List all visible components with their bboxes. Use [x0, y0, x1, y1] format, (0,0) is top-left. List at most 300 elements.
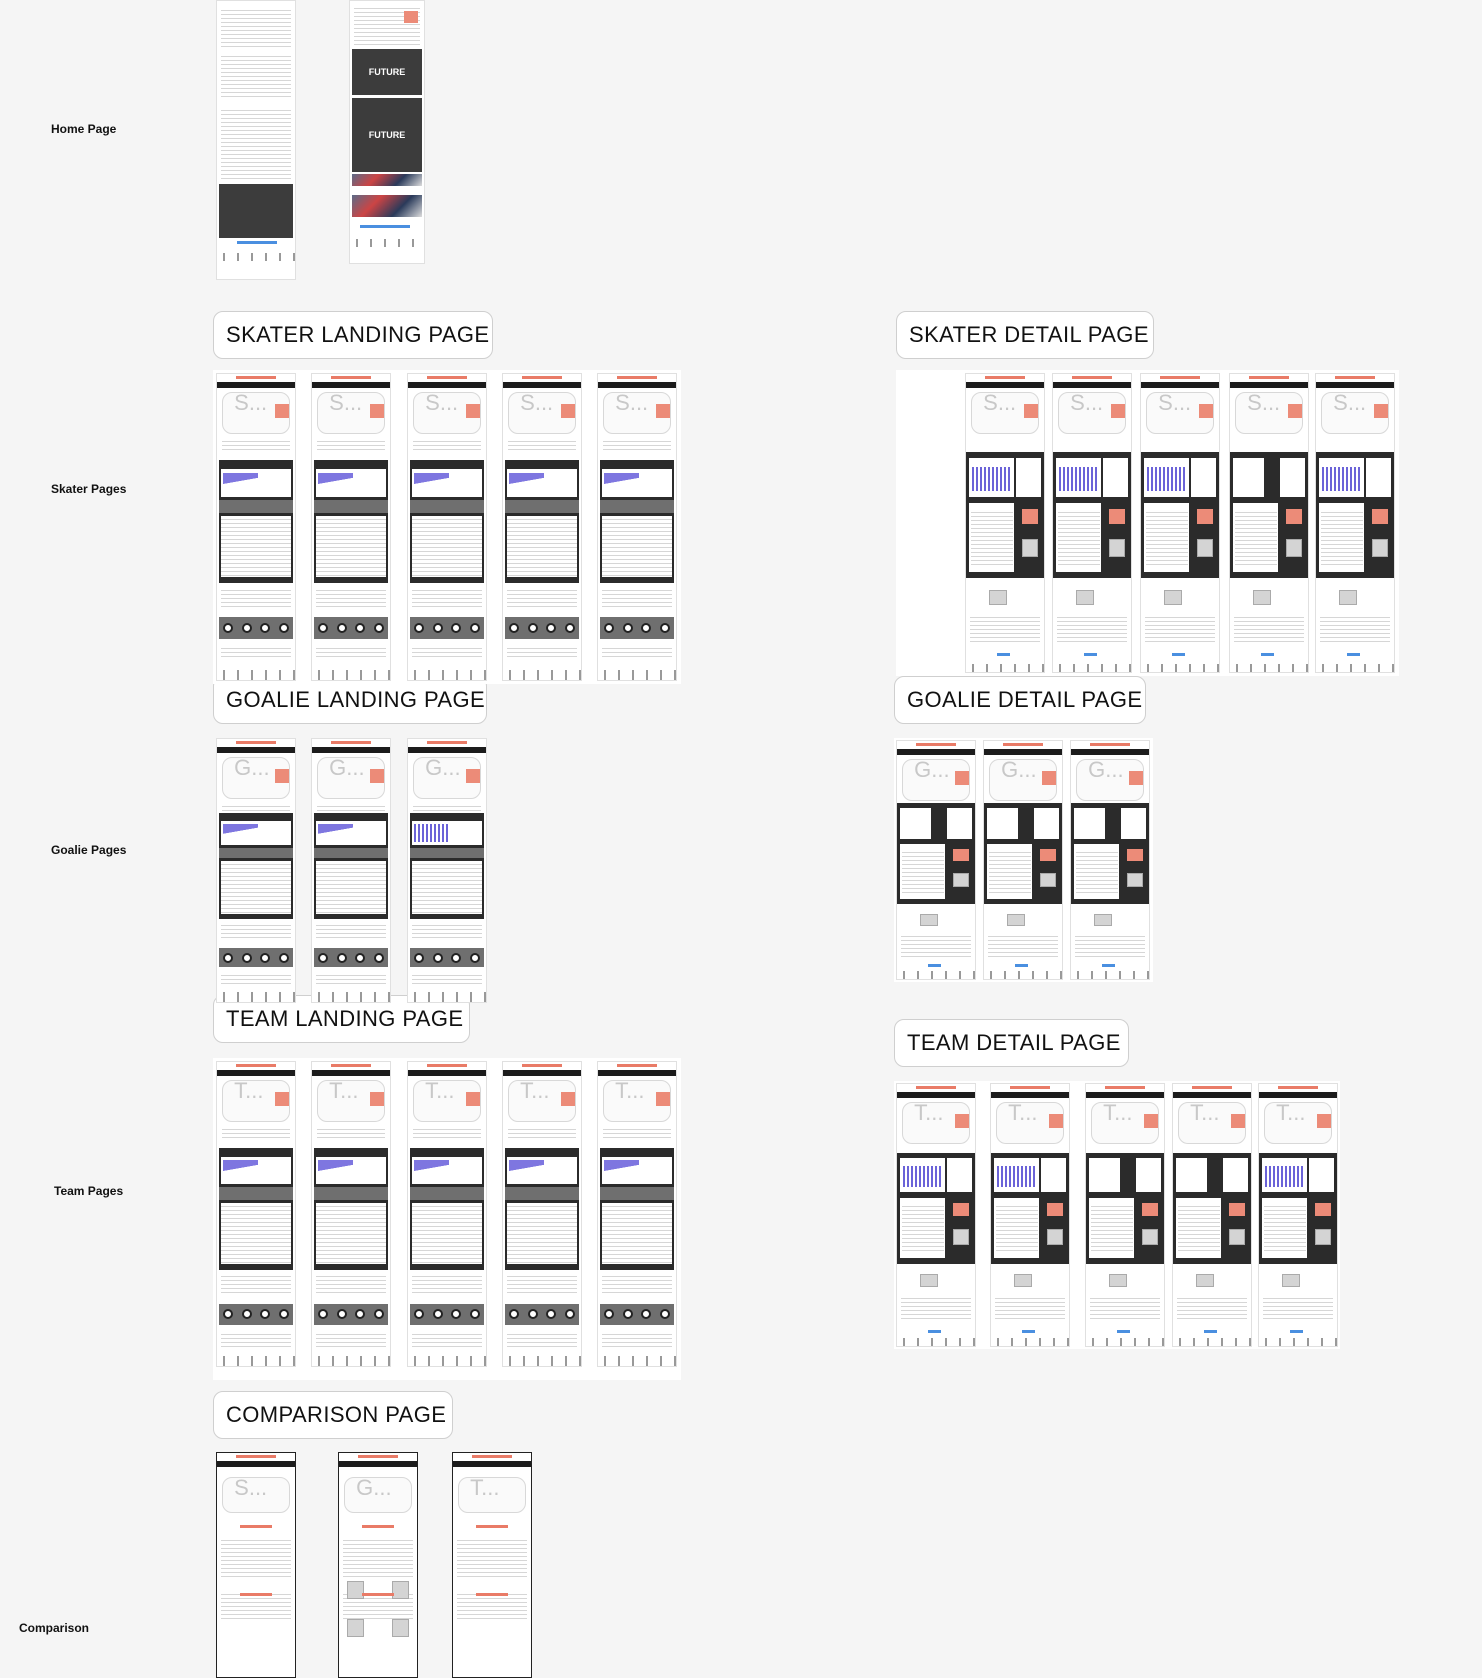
hero-letter: S...: [1070, 390, 1104, 415]
nav-bar: [217, 747, 295, 753]
circle-icon: [414, 623, 424, 633]
info-block: [1145, 614, 1215, 644]
side-card: [1280, 458, 1305, 497]
artboard-thumbnail[interactable]: [1052, 373, 1132, 673]
featured-content: [221, 1273, 291, 1294]
blue-bar: [1204, 1330, 1216, 1333]
nav-bar: [1259, 1092, 1337, 1098]
chart-card: [1089, 1158, 1120, 1192]
chart-card: [1233, 458, 1264, 497]
section-header: [600, 1187, 675, 1199]
table-rows: [902, 1203, 944, 1253]
links-block: [412, 1331, 482, 1346]
hero-cta: [370, 404, 384, 418]
chart-bars: [414, 473, 448, 495]
hero-cta: [1042, 771, 1056, 785]
footer-logos: [408, 1356, 486, 1366]
artboard-thumbnail[interactable]: [452, 1452, 532, 1678]
links-block: [412, 972, 482, 985]
blue-bar: [1084, 653, 1096, 656]
placeholder-box: [920, 1274, 937, 1287]
artboard-home-1[interactable]: [216, 0, 296, 280]
circle-icon: [337, 623, 347, 633]
side-card: [1136, 1158, 1161, 1192]
accent-banner: [236, 1064, 277, 1067]
section-header: [219, 1187, 294, 1199]
hero-cta: [466, 1092, 480, 1106]
player-list: [413, 1126, 482, 1138]
artboard-thumbnail[interactable]: [896, 740, 976, 980]
links-block: [507, 645, 577, 660]
accent-banner: [358, 1455, 399, 1458]
hero-letter: G...: [329, 755, 365, 780]
future-block-2: FUTURE: [352, 98, 422, 172]
section-header: [219, 500, 294, 512]
hero-letter: S...: [1247, 390, 1281, 415]
circle-icon: [433, 623, 443, 633]
hero-letter: T...: [425, 1078, 455, 1103]
placeholder-box: [1315, 1229, 1331, 1245]
footer-logos: [966, 664, 1044, 672]
nav-bar: [1173, 1092, 1251, 1098]
artboard-thumbnail[interactable]: [983, 740, 1063, 980]
artboard-thumbnail[interactable]: [502, 1061, 582, 1367]
artboard-home-2[interactable]: [349, 0, 425, 264]
placeholder-box: [1286, 539, 1302, 557]
accent-banner: [1249, 376, 1290, 379]
hero-letter: G...: [234, 755, 270, 780]
circle-icons: [505, 1304, 580, 1325]
artboard-thumbnail[interactable]: [1070, 740, 1150, 980]
section-title-goalie-detail[interactable]: GOALIE DETAIL PAGE: [894, 676, 1146, 724]
placeholder-box: [1040, 873, 1056, 887]
side-card: [1309, 1158, 1334, 1192]
hero-letter: S...: [234, 390, 268, 415]
hero-cta: [1231, 1114, 1245, 1128]
hero-letter: T...: [1103, 1100, 1133, 1125]
content-block: [221, 53, 291, 99]
hero-cta: [1144, 1114, 1158, 1128]
links-block: [602, 1331, 672, 1346]
circle-icons: [314, 617, 389, 639]
artboard-thumbnail[interactable]: [1085, 1083, 1165, 1347]
footer-logos: [1230, 664, 1308, 672]
section-header: [505, 500, 580, 512]
footer-logos: [598, 670, 676, 680]
placeholder-box: [392, 1619, 409, 1637]
footer-logos: [1141, 664, 1219, 672]
blue-bar: [1015, 964, 1027, 967]
stats-table: [221, 1203, 291, 1264]
artboard-thumbnail[interactable]: [1172, 1083, 1252, 1347]
footer-logos: [217, 992, 295, 1002]
nav-bar: [1071, 749, 1149, 755]
info-block: [988, 933, 1058, 957]
links-block: [507, 1331, 577, 1346]
footer-logos: [984, 971, 1062, 979]
category-strip: [219, 948, 294, 967]
circle-icons: [600, 1304, 675, 1325]
section-title-comparison[interactable]: COMPARISON PAGE: [213, 1391, 453, 1439]
hero-letter: T...: [329, 1078, 359, 1103]
hero-cta: [370, 1092, 384, 1106]
action-block: [1109, 509, 1125, 524]
section-header: [410, 848, 485, 859]
table-rows: [902, 849, 944, 895]
footer-logos: [1316, 664, 1394, 672]
accent-banner: [1160, 376, 1201, 379]
chart-bars: [509, 473, 543, 495]
artboard-thumbnail[interactable]: [896, 1083, 976, 1347]
placeholder-box: [1047, 1229, 1063, 1245]
circle-icons: [410, 1304, 485, 1325]
compare-rows: [457, 1537, 527, 1577]
accent-bar: [362, 1525, 393, 1528]
nav-bar: [339, 1461, 417, 1467]
row-label-home: Home Page: [51, 122, 117, 136]
stats-table: [316, 516, 386, 578]
footer-logos: [217, 1356, 295, 1366]
placeholder-box: [1109, 1274, 1126, 1287]
hero-letter: T...: [914, 1100, 944, 1125]
future-block-1: FUTURE: [352, 49, 422, 95]
player-list: [317, 438, 386, 450]
hero-cta: [1049, 1114, 1063, 1128]
featured-content: [221, 922, 291, 941]
artboard-thumbnail[interactable]: [311, 373, 391, 681]
footer-logos: [1086, 1338, 1164, 1346]
chart-bars: [604, 1160, 638, 1181]
blue-bar: [1172, 653, 1184, 656]
nav-bar: [1316, 382, 1394, 388]
section-title-skater-landing[interactable]: SKATER LANDING PAGE: [213, 311, 493, 359]
player-list: [317, 1126, 386, 1138]
circle-icons: [505, 617, 580, 639]
artboard-thumbnail[interactable]: [407, 1061, 487, 1367]
artboard-thumbnail[interactable]: [216, 738, 296, 1003]
nav-bar: [1053, 382, 1131, 388]
action-block: [1142, 1203, 1158, 1216]
hero-letter: T...: [1190, 1100, 1220, 1125]
nav-bar: [1141, 382, 1219, 388]
chart-bars: [997, 1166, 1034, 1187]
chart-bars: [604, 473, 638, 495]
hero-letter: G...: [914, 757, 950, 782]
accent-banner: [236, 376, 277, 379]
blue-bar: [997, 653, 1009, 656]
info-block: [995, 1295, 1065, 1321]
circle-icon: [604, 1309, 614, 1319]
accent-banner: [522, 376, 563, 379]
accent-banner: [916, 1086, 957, 1089]
info-block: [1090, 1295, 1160, 1321]
chart-bars: [414, 824, 448, 843]
carousel-section: [219, 184, 293, 238]
artboard-thumbnail[interactable]: [216, 1452, 296, 1678]
artboard-thumbnail[interactable]: [1229, 373, 1309, 673]
player-list: [413, 438, 482, 450]
footer-logos: [1071, 971, 1149, 979]
links-block: [316, 645, 386, 660]
footer-logos: [217, 670, 295, 680]
category-strip: [600, 617, 675, 639]
footer-logos: [408, 670, 486, 680]
category-strip: [410, 948, 485, 967]
circle-icon: [509, 1309, 519, 1319]
artboard-thumbnail[interactable]: [407, 738, 487, 1003]
footer-logos: [503, 670, 581, 680]
placeholder-box: [1196, 1274, 1213, 1287]
accent-banner: [1003, 743, 1044, 746]
table-rows: [1058, 509, 1100, 566]
category-strip: [505, 1304, 580, 1325]
artboard-thumbnail[interactable]: [216, 373, 296, 681]
compare-rows: [343, 1537, 413, 1577]
footer-logos: [991, 1338, 1069, 1346]
table-rows: [996, 1203, 1038, 1253]
placeholder-box: [392, 1581, 409, 1599]
section-title-team-landing[interactable]: TEAM LANDING PAGE: [213, 995, 470, 1043]
hero-letter: G...: [425, 755, 461, 780]
featured-content: [412, 922, 482, 941]
hero-cta: [466, 404, 480, 418]
nav-bar: [984, 749, 1062, 755]
featured-content: [316, 587, 386, 609]
nav-bar: [217, 1070, 295, 1076]
circle-icon: [374, 623, 384, 633]
hero-cta: [1129, 771, 1143, 785]
stats-table: [221, 861, 291, 914]
accent-banner: [617, 1064, 658, 1067]
hero-letter: S...: [983, 390, 1017, 415]
circle-icon: [318, 953, 328, 963]
footer-logos: [503, 1356, 581, 1366]
hero-letter: S...: [1333, 390, 1367, 415]
category-strip: [314, 617, 389, 639]
footer-logos: [312, 1356, 390, 1366]
circle-icons: [314, 1304, 389, 1325]
player-list: [603, 438, 672, 450]
circle-icon: [414, 953, 424, 963]
circle-icon: [451, 1309, 461, 1319]
hero-letter: T...: [234, 1078, 264, 1103]
placeholder-box: [1014, 1274, 1031, 1287]
artboard-thumbnail[interactable]: [338, 1452, 418, 1678]
circle-icons: [410, 948, 485, 967]
nav-bar: [312, 382, 390, 388]
links-block: [316, 972, 386, 985]
accent-banner: [1192, 1086, 1233, 1089]
placeholder-box: [1253, 590, 1270, 605]
circle-icon: [470, 1309, 480, 1319]
chart-card: [900, 808, 931, 839]
nav-bar: [453, 1461, 531, 1467]
footer-logos: [1053, 664, 1131, 672]
placeholder-box: [1022, 539, 1038, 557]
circle-icon: [528, 623, 538, 633]
accent-banner: [331, 741, 372, 744]
artboard-thumbnail[interactable]: [502, 373, 582, 681]
featured-content: [316, 1273, 386, 1294]
artboard-thumbnail[interactable]: [311, 738, 391, 1003]
nav-bar: [897, 749, 975, 755]
hero-cta: [656, 1092, 670, 1106]
accent-bar: [240, 1525, 271, 1528]
stats-table: [602, 516, 672, 578]
placeholder-box: [1282, 1274, 1299, 1287]
hero-cta: [1288, 404, 1302, 418]
accent-banner: [472, 1455, 513, 1458]
links-block: [412, 645, 482, 660]
circle-icon: [223, 1309, 233, 1319]
accent-banner: [427, 741, 468, 744]
circle-icons: [219, 1304, 294, 1325]
accent-bar: [476, 1525, 507, 1528]
info-block: [1075, 933, 1145, 957]
player-list: [222, 1126, 291, 1138]
artboard-thumbnail[interactable]: [407, 373, 487, 681]
links-block: [221, 972, 291, 985]
accent-banner: [1335, 376, 1376, 379]
accent-banner: [427, 1064, 468, 1067]
circle-icon: [260, 1309, 270, 1319]
category-strip: [314, 948, 389, 967]
artboard-thumbnail[interactable]: [1140, 373, 1220, 673]
footer-logos: [897, 971, 975, 979]
row-label-team: Team Pages: [54, 1184, 124, 1198]
accent-banner: [1105, 1086, 1146, 1089]
artboard-thumbnail[interactable]: [311, 1061, 391, 1367]
chart-bars: [972, 467, 1009, 491]
artboard-thumbnail[interactable]: [1315, 373, 1395, 673]
action-block: [1315, 1203, 1331, 1216]
circle-icon: [355, 623, 365, 633]
section-header: [410, 500, 485, 512]
accent-banner: [331, 1064, 372, 1067]
placeholder-box: [953, 873, 969, 887]
circle-icon: [318, 623, 328, 633]
category-strip: [314, 1304, 389, 1325]
placeholder-box: [1109, 539, 1125, 557]
hero-cta: [561, 1092, 575, 1106]
blue-bar: [928, 964, 940, 967]
section-header: [410, 1187, 485, 1199]
accent-banner: [985, 376, 1026, 379]
hero-cta: [955, 1114, 969, 1128]
section-title-goalie-landing[interactable]: GOALIE LANDING PAGE: [213, 676, 487, 724]
blue-bar: [1117, 1330, 1129, 1333]
accent-banner: [916, 743, 957, 746]
circle-icon: [374, 1309, 384, 1319]
stats-table: [316, 1203, 386, 1264]
category-strip: [600, 1304, 675, 1325]
blue-bar: [928, 1330, 940, 1333]
stats-table: [412, 861, 482, 914]
category-strip: [410, 1304, 485, 1325]
table-rows: [1321, 509, 1363, 566]
footer-logos: [897, 1338, 975, 1346]
side-card: [1191, 458, 1216, 497]
chart-bars: [1322, 467, 1359, 491]
circle-icon: [641, 623, 651, 633]
footer-logos: [350, 239, 424, 247]
blue-bar: [237, 241, 277, 244]
artboard-thumbnail[interactable]: [216, 1061, 296, 1367]
circle-icon: [337, 1309, 347, 1319]
stats-table: [602, 1203, 672, 1264]
blue-bar: [1022, 1330, 1034, 1333]
content-block: [221, 107, 291, 181]
placeholder-box: [347, 1619, 364, 1637]
artboard-thumbnail[interactable]: [1258, 1083, 1338, 1347]
content-block: [221, 7, 291, 47]
featured-content: [412, 1273, 482, 1294]
circle-icon: [223, 623, 233, 633]
hero-cta: [1374, 404, 1388, 418]
artboard-thumbnail[interactable]: [965, 373, 1045, 673]
action-block: [1022, 509, 1038, 524]
nav-bar: [966, 382, 1044, 388]
artboard-thumbnail[interactable]: [597, 1061, 677, 1367]
circle-icon: [242, 623, 252, 633]
links-block: [316, 1331, 386, 1346]
side-card: [1366, 458, 1391, 497]
hero-cta: [955, 771, 969, 785]
row-label-goalie: Goalie Pages: [51, 843, 127, 857]
circle-icon: [242, 1309, 252, 1319]
nav-bar: [408, 747, 486, 753]
table-rows: [971, 509, 1013, 566]
artboard-thumbnail[interactable]: [597, 373, 677, 681]
table-rows: [1091, 1203, 1133, 1253]
hero-letter: T...: [1276, 1100, 1306, 1125]
circle-icon: [223, 953, 233, 963]
section-title-skater-detail[interactable]: SKATER DETAIL PAGE: [896, 311, 1154, 359]
orange-block: [404, 11, 418, 23]
chart-bars: [509, 1160, 543, 1181]
chart-card: [1074, 808, 1105, 839]
table-rows: [1076, 849, 1118, 895]
accent-banner: [1090, 743, 1131, 746]
featured-content: [602, 1273, 672, 1294]
circle-icon: [279, 1309, 289, 1319]
info-block: [1177, 1295, 1247, 1321]
artboard-thumbnail[interactable]: [990, 1083, 1070, 1347]
category-strip: [410, 617, 485, 639]
chart-bars: [1265, 1166, 1302, 1187]
hero-letter: S...: [520, 390, 554, 415]
stats-table: [316, 861, 386, 914]
nav-bar: [503, 1070, 581, 1076]
chart-bars: [1059, 467, 1096, 491]
circle-icon: [279, 623, 289, 633]
section-title-team-detail[interactable]: TEAM DETAIL PAGE: [894, 1019, 1129, 1067]
circle-icon: [451, 623, 461, 633]
circle-icon: [565, 623, 575, 633]
table-rows: [1235, 509, 1277, 566]
action-block: [1229, 1203, 1245, 1216]
footer-logos: [312, 670, 390, 680]
row-label-comparison: Comparison: [19, 1621, 90, 1635]
side-card: [1034, 808, 1059, 839]
stats-table: [412, 516, 482, 578]
circle-icon: [260, 623, 270, 633]
hero-letter: T...: [615, 1078, 645, 1103]
nav-bar: [598, 382, 676, 388]
circle-icons: [314, 948, 389, 967]
photo-strip: [352, 174, 422, 186]
info-block: [1320, 614, 1390, 644]
